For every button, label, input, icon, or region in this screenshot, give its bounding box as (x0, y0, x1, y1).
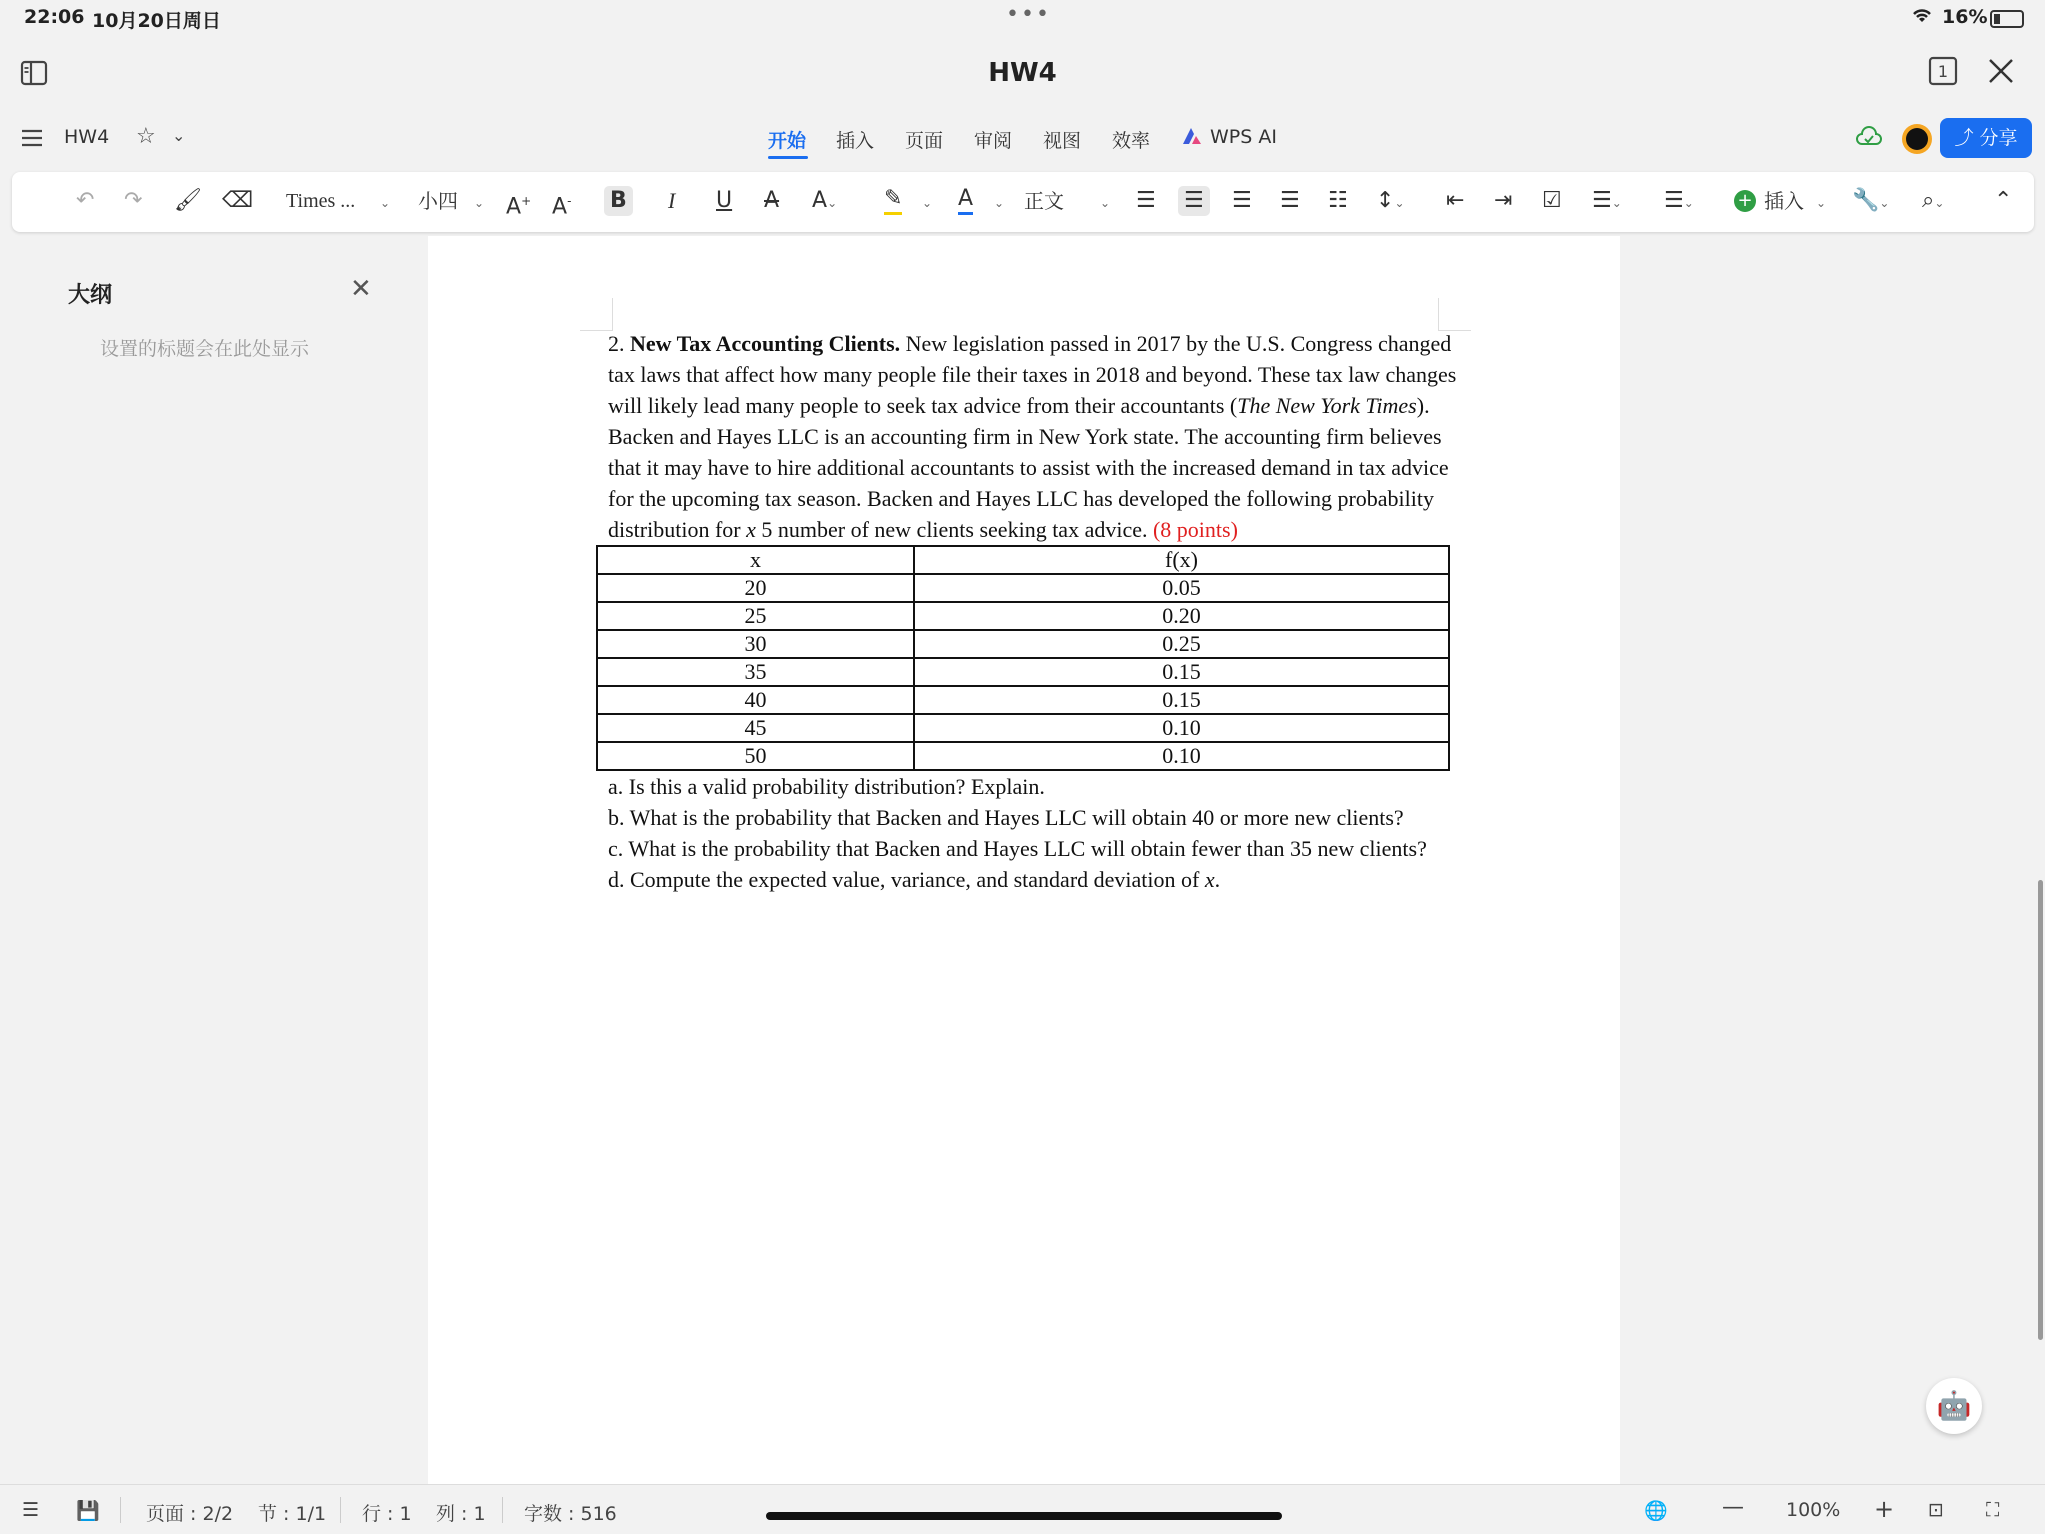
question-d-text: . (1214, 867, 1221, 892)
paragraph-style-select[interactable]: 正文 (1024, 189, 1064, 213)
question-d (608, 864, 1470, 895)
table-cell[interactable]: 30 (597, 630, 914, 658)
tab-view[interactable]: 视图 (1043, 130, 1082, 152)
text-effect-icon[interactable]: A⌄ (812, 188, 838, 213)
intro-text: ). Backen and Hayes LLC is an accounting firm in New York state. The accounting firm believes that it may have to hire additional accountants to assist with the increased demand in tax advice for the upcoming tax season. Backen and Hayes LLC has developed the following probability distribution for (608, 393, 1449, 542)
question-c: c. What is the probability that Backen and Hayes LLC will obtain fewer than 35 new clients? (608, 836, 1427, 861)
footer-divider (120, 1497, 121, 1523)
table-row (597, 630, 1449, 658)
underline-icon[interactable]: U (716, 188, 733, 213)
highlight-icon[interactable]: ✎ (884, 186, 902, 215)
intro-text: New legislation passed in 2017 by the U.S. Congress changed tax laws that affect how many people file their taxes in 2018 and beyond. These tax law changes will likely lead many people to seek tax advice from their accountants ( (608, 331, 1457, 418)
table-row (597, 714, 1449, 742)
chevron-down-icon[interactable]: ⌄ (922, 196, 933, 210)
collapse-toolbar-icon[interactable]: ⌃ (1994, 188, 2013, 213)
table-cell[interactable]: 25 (597, 602, 914, 630)
menu-bar (0, 112, 2045, 168)
table-cell[interactable]: 0.10 (914, 742, 1449, 770)
chevron-down-icon[interactable]: ⌄ (474, 196, 485, 210)
table-cell[interactable]: 0.15 (914, 686, 1449, 714)
table-row (597, 686, 1449, 714)
chevron-down-icon[interactable]: ⌄ (380, 196, 391, 210)
table-cell[interactable]: 50 (597, 742, 914, 770)
footer-divider (502, 1497, 503, 1523)
redo-icon[interactable]: ↷ (124, 188, 143, 213)
table-cell[interactable]: 0.15 (914, 658, 1449, 686)
status-time: 22:06 (24, 6, 85, 28)
decrease-font-icon[interactable]: A- (552, 194, 572, 220)
question-number: 2. (608, 331, 625, 356)
formatting-toolbar (12, 172, 2034, 232)
chevron-down-icon[interactable]: ⌄ (1100, 196, 1111, 210)
question-a: a. Is this a valid probability distribution? Explain. (608, 774, 1045, 799)
row-indicator: 行 : 1 (362, 1503, 412, 1525)
chevron-down-icon[interactable]: ⌄ (172, 126, 186, 145)
share-button[interactable] (1940, 118, 2032, 158)
strikethrough-icon[interactable]: A (764, 188, 780, 213)
chevron-down-icon[interactable]: ⌄ (1816, 196, 1827, 210)
wps-ai-logo-icon (1181, 126, 1203, 150)
page-margin-marker (1438, 298, 1471, 331)
status-footer (0, 1484, 2045, 1534)
status-date: 10月20日周日 (92, 10, 221, 32)
table-row (597, 742, 1449, 770)
align-right-icon[interactable]: ☰ (1232, 188, 1252, 213)
format-painter-icon[interactable]: 🖌 (174, 188, 202, 213)
table-cell[interactable]: 40 (597, 686, 914, 714)
font-color-icon[interactable]: A (958, 186, 973, 215)
zoom-level[interactable]: 100% (1786, 1499, 1841, 1521)
column-indicator: 列 : 1 (436, 1503, 486, 1525)
tab-insert[interactable]: 插入 (836, 130, 875, 152)
page-margin-marker (580, 298, 613, 331)
points-label: (8 points) (1152, 517, 1238, 542)
footer-divider (340, 1497, 341, 1523)
clear-format-icon[interactable]: ⌫ (222, 188, 254, 213)
question-d-text: d. Compute the expected value, variance, and standard deviation of (608, 867, 1205, 892)
tools-icon[interactable]: 🔧⌄ (1852, 188, 1890, 213)
share-icon: ⤴ (1954, 127, 1974, 149)
assistant-robot-icon[interactable]: 🤖 (1926, 1378, 1982, 1434)
intro-source: The New York Times (1237, 393, 1417, 418)
table-cell[interactable]: 0.10 (914, 714, 1449, 742)
question-b: b. What is the probability that Backen and Hayes LLC will obtain 40 or more new clients? (608, 805, 1404, 830)
bullet-list-icon[interactable]: ☰⌄ (1592, 188, 1622, 213)
word-count[interactable]: 字数 : 516 (524, 1503, 617, 1525)
chevron-down-icon[interactable]: ⌄ (994, 196, 1005, 210)
justify-icon[interactable]: ☰ (1280, 188, 1300, 213)
battery-percent: 16% (1942, 6, 1988, 28)
close-outline-icon[interactable]: ✕ (350, 274, 372, 304)
outline-hint: 设置的标题会在此处显示 (100, 338, 310, 360)
line-spacing-icon[interactable]: ↕⌄ (1376, 188, 1405, 213)
fullscreen-icon[interactable]: ⛶ (1986, 1499, 2000, 1521)
font-size-select[interactable]: 小四 (418, 189, 458, 213)
tab-review[interactable]: 审阅 (974, 130, 1013, 152)
table-row (597, 574, 1449, 602)
document-body[interactable] (608, 328, 1470, 895)
window-title: HW4 (988, 58, 1057, 88)
close-window-icon[interactable] (1986, 56, 2016, 90)
font-name-select[interactable]: Times ... (286, 190, 356, 212)
decrease-indent-icon[interactable]: ⇤ (1446, 188, 1465, 213)
hamburger-menu-icon[interactable] (20, 128, 44, 152)
table-row (597, 658, 1449, 686)
tab-efficiency[interactable]: 效率 (1112, 130, 1151, 152)
outline-list-icon[interactable]: ☰ (22, 1499, 40, 1521)
insert-button[interactable]: 插入 (1764, 189, 1804, 213)
outline-panel (0, 236, 428, 1484)
table-row (597, 602, 1449, 630)
table-header-row (597, 546, 1449, 574)
page-indicator[interactable]: 页面 : 2/2 (146, 1503, 234, 1525)
multitask-dots-icon[interactable]: ••• (1006, 2, 1051, 27)
title-bar (0, 38, 2045, 112)
svg-text:1: 1 (1937, 62, 1949, 81)
tab-page[interactable]: 页面 (905, 130, 944, 152)
question-d-variable: x (1204, 867, 1215, 892)
question-intro (608, 328, 1470, 545)
tab-active-underline (768, 156, 808, 159)
align-center-icon[interactable]: ☰ (1178, 186, 1210, 216)
zoom-out-icon[interactable]: — (1722, 1495, 1744, 1520)
table-cell[interactable]: 20 (597, 574, 914, 602)
table-cell[interactable]: 0.20 (914, 602, 1449, 630)
search-icon[interactable]: ⌕⌄ (1922, 188, 1945, 213)
home-indicator[interactable] (766, 1512, 1282, 1520)
undo-icon[interactable]: ↶ (76, 188, 95, 213)
avatar[interactable] (1902, 124, 1932, 154)
question-title: New Tax Accounting Clients. (630, 331, 901, 356)
probability-table[interactable] (596, 545, 1450, 771)
wifi-icon (1910, 6, 1934, 29)
increase-indent-icon[interactable]: ⇥ (1494, 188, 1513, 213)
bold-icon[interactable]: B (604, 186, 633, 216)
align-left-icon[interactable]: ☰ (1136, 188, 1156, 213)
tab-wps-ai[interactable]: WPS AI (1210, 126, 1277, 148)
checkbox-icon[interactable]: ☑ (1542, 188, 1562, 213)
status-bar (0, 0, 2045, 38)
vertical-scrollbar[interactable] (2038, 880, 2043, 1340)
table-cell[interactable]: 45 (597, 714, 914, 742)
star-icon[interactable]: ☆ (136, 124, 156, 149)
battery-icon (1990, 10, 2024, 28)
table-cell[interactable]: 35 (597, 658, 914, 686)
fit-page-icon[interactable]: ⊡ (1928, 1499, 1944, 1521)
numbered-list-icon[interactable]: ☰⌄ (1664, 188, 1694, 213)
insert-plus-icon[interactable]: + (1734, 186, 1756, 216)
table-header: x (597, 546, 914, 574)
share-label: 分享 (1979, 127, 2018, 149)
outline-title: 大纲 (68, 283, 113, 308)
doc-name[interactable]: HW4 (64, 126, 110, 148)
intro-text: 5 number of new clients seeking tax advice. (755, 517, 1153, 542)
globe-icon[interactable]: 🌐 (1644, 1500, 1668, 1522)
italic-icon[interactable]: I (668, 188, 676, 213)
table-cell[interactable]: 0.05 (914, 574, 1449, 602)
cloud-sync-icon[interactable] (1856, 126, 1882, 152)
table-cell[interactable]: 0.25 (914, 630, 1449, 658)
document-page[interactable] (428, 236, 1620, 1484)
zoom-in-icon[interactable]: + (1874, 1495, 1895, 1523)
table-header: f(x) (914, 546, 1449, 574)
page-count-icon[interactable] (1928, 56, 1958, 90)
save-icon[interactable]: 💾 (76, 1500, 100, 1522)
increase-font-icon[interactable]: A+ (506, 194, 532, 220)
intro-variable: x (746, 517, 756, 542)
distributed-align-icon[interactable]: ☷ (1328, 188, 1348, 213)
section-indicator: 节 : 1/1 (258, 1503, 327, 1525)
tab-home[interactable]: 开始 (768, 130, 807, 152)
